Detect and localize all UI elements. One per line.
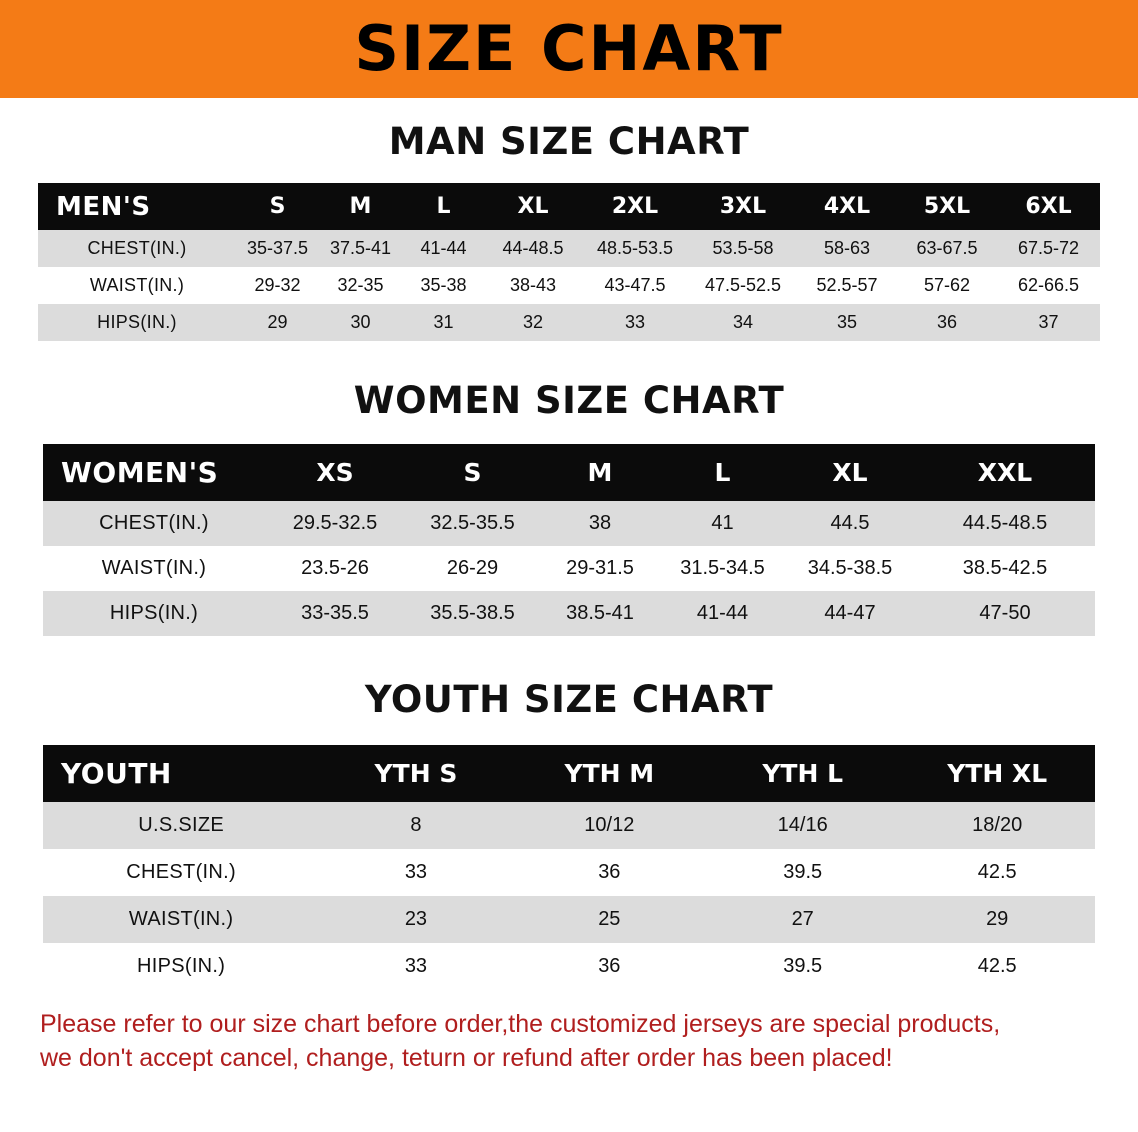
youth-col-0: YTH S: [319, 745, 512, 802]
women-col-4: XL: [785, 444, 915, 501]
table-row: [38, 267, 1100, 304]
women-cell-0-1: 32.5-35.5: [405, 501, 540, 546]
man-cell-1-8: 62-66.5: [997, 267, 1100, 304]
women-table-header: [43, 444, 1095, 501]
man-col-2: L: [402, 183, 485, 230]
youth-cell-3-2: 39.5: [706, 943, 899, 990]
man-cell-1-7: 57-62: [897, 267, 997, 304]
man-table-body: [38, 230, 1100, 341]
man-cell-1-5: 47.5-52.5: [689, 267, 797, 304]
man-row-1-label: WAIST(IN.): [38, 267, 236, 304]
women-row-0-label: CHEST(IN.): [43, 501, 265, 546]
women-col-0: XS: [265, 444, 405, 501]
youth-row-1-label: CHEST(IN.): [43, 849, 319, 896]
women-cell-2-2: 38.5-41: [540, 591, 660, 636]
youth-col-2: YTH L: [706, 745, 899, 802]
order-policy-note-line2: we don't accept cancel, change, teturn or refund after order has been placed!: [40, 1043, 893, 1072]
women-col-2: M: [540, 444, 660, 501]
man-cell-1-2: 35-38: [402, 267, 485, 304]
man-cell-0-2: 41-44: [402, 230, 485, 267]
youth-cell-0-1: 10/12: [513, 802, 706, 849]
man-col-0: S: [236, 183, 319, 230]
man-cell-2-4: 33: [581, 304, 689, 341]
table-row: [43, 546, 1095, 591]
man-cell-2-8: 37: [997, 304, 1100, 341]
man-size-table: [38, 183, 1100, 341]
man-cell-1-3: 38-43: [485, 267, 581, 304]
page-title: SIZE CHART: [354, 12, 784, 85]
women-cell-2-0: 33-35.5: [265, 591, 405, 636]
man-cell-0-0: 35-37.5: [236, 230, 319, 267]
table-row: [43, 591, 1095, 636]
man-col-8: 6XL: [997, 183, 1100, 230]
women-cell-2-3: 41-44: [660, 591, 785, 636]
man-row-2-label: HIPS(IN.): [38, 304, 236, 341]
man-cell-2-6: 35: [797, 304, 897, 341]
table-row: [38, 230, 1100, 267]
women-cell-0-2: 38: [540, 501, 660, 546]
women-cell-1-3: 31.5-34.5: [660, 546, 785, 591]
man-header-label: MEN'S: [38, 183, 236, 230]
women-cell-0-3: 41: [660, 501, 785, 546]
table-row: [43, 849, 1095, 896]
page-banner: [0, 0, 1138, 98]
man-section-title: MAN SIZE CHART: [388, 120, 750, 163]
table-header-row: [38, 183, 1100, 230]
youth-col-3: YTH XL: [899, 745, 1095, 802]
man-cell-1-6: 52.5-57: [797, 267, 897, 304]
youth-table-body: [43, 802, 1095, 990]
women-cell-1-0: 23.5-26: [265, 546, 405, 591]
women-header-label: WOMEN'S: [43, 444, 265, 501]
women-cell-1-5: 38.5-42.5: [915, 546, 1095, 591]
women-row-2-label: HIPS(IN.): [43, 591, 265, 636]
man-cell-0-1: 37.5-41: [319, 230, 402, 267]
man-cell-2-0: 29: [236, 304, 319, 341]
man-cell-0-4: 48.5-53.5: [581, 230, 689, 267]
youth-cell-0-3: 18/20: [899, 802, 1095, 849]
man-col-6: 4XL: [797, 183, 897, 230]
man-cell-0-8: 67.5-72: [997, 230, 1100, 267]
table-row: [43, 501, 1095, 546]
women-col-1: S: [405, 444, 540, 501]
man-cell-0-6: 58-63: [797, 230, 897, 267]
man-cell-2-5: 34: [689, 304, 797, 341]
youth-cell-1-3: 42.5: [899, 849, 1095, 896]
women-cell-2-4: 44-47: [785, 591, 915, 636]
youth-cell-2-3: 29: [899, 896, 1095, 943]
women-table-body: [43, 501, 1095, 636]
youth-cell-2-2: 27: [706, 896, 899, 943]
youth-cell-1-0: 33: [319, 849, 512, 896]
man-col-1: M: [319, 183, 402, 230]
youth-cell-1-2: 39.5: [706, 849, 899, 896]
youth-cell-3-1: 36: [513, 943, 706, 990]
man-table-header: [38, 183, 1100, 230]
man-row-0-label: CHEST(IN.): [38, 230, 236, 267]
women-cell-2-5: 47-50: [915, 591, 1095, 636]
man-col-3: XL: [485, 183, 581, 230]
man-cell-2-2: 31: [402, 304, 485, 341]
women-cell-0-5: 44.5-48.5: [915, 501, 1095, 546]
man-cell-1-4: 43-47.5: [581, 267, 689, 304]
youth-cell-1-1: 36: [513, 849, 706, 896]
women-cell-0-0: 29.5-32.5: [265, 501, 405, 546]
youth-table-header: [43, 745, 1095, 802]
youth-section-title: YOUTH SIZE CHART: [364, 678, 774, 721]
man-cell-0-5: 53.5-58: [689, 230, 797, 267]
youth-cell-0-2: 14/16: [706, 802, 899, 849]
women-col-3: L: [660, 444, 785, 501]
youth-row-2-label: WAIST(IN.): [43, 896, 319, 943]
women-cell-1-1: 26-29: [405, 546, 540, 591]
youth-cell-0-0: 8: [319, 802, 512, 849]
man-cell-1-1: 32-35: [319, 267, 402, 304]
table-row: [43, 896, 1095, 943]
man-col-4: 2XL: [581, 183, 689, 230]
youth-size-table: [43, 745, 1095, 990]
table-row: [38, 304, 1100, 341]
women-row-1-label: WAIST(IN.): [43, 546, 265, 591]
man-cell-2-1: 30: [319, 304, 402, 341]
table-header-row: [43, 745, 1095, 802]
women-cell-1-4: 34.5-38.5: [785, 546, 915, 591]
women-size-table: [43, 444, 1095, 636]
youth-cell-2-0: 23: [319, 896, 512, 943]
order-policy-note-line1: Please refer to our size chart before order,the customized jerseys are special products,: [40, 1010, 1001, 1038]
youth-cell-2-1: 25: [513, 896, 706, 943]
women-cell-0-4: 44.5: [785, 501, 915, 546]
youth-cell-3-0: 33: [319, 943, 512, 990]
man-cell-2-3: 32: [485, 304, 581, 341]
table-row: [43, 943, 1095, 990]
man-cell-0-3: 44-48.5: [485, 230, 581, 267]
youth-col-1: YTH M: [513, 745, 706, 802]
order-policy-note: [40, 1008, 1098, 1076]
table-header-row: [43, 444, 1095, 501]
youth-row-0-label: U.S.SIZE: [43, 802, 319, 849]
women-col-5: XXL: [915, 444, 1095, 501]
man-cell-2-7: 36: [897, 304, 997, 341]
women-cell-2-1: 35.5-38.5: [405, 591, 540, 636]
man-cell-0-7: 63-67.5: [897, 230, 997, 267]
table-row: [43, 802, 1095, 849]
man-cell-1-0: 29-32: [236, 267, 319, 304]
youth-cell-3-3: 42.5: [899, 943, 1095, 990]
man-col-5: 3XL: [689, 183, 797, 230]
man-col-7: 5XL: [897, 183, 997, 230]
women-section-title: WOMEN SIZE CHART: [353, 379, 785, 422]
youth-row-3-label: HIPS(IN.): [43, 943, 319, 990]
women-cell-1-2: 29-31.5: [540, 546, 660, 591]
youth-header-label: YOUTH: [43, 745, 319, 802]
